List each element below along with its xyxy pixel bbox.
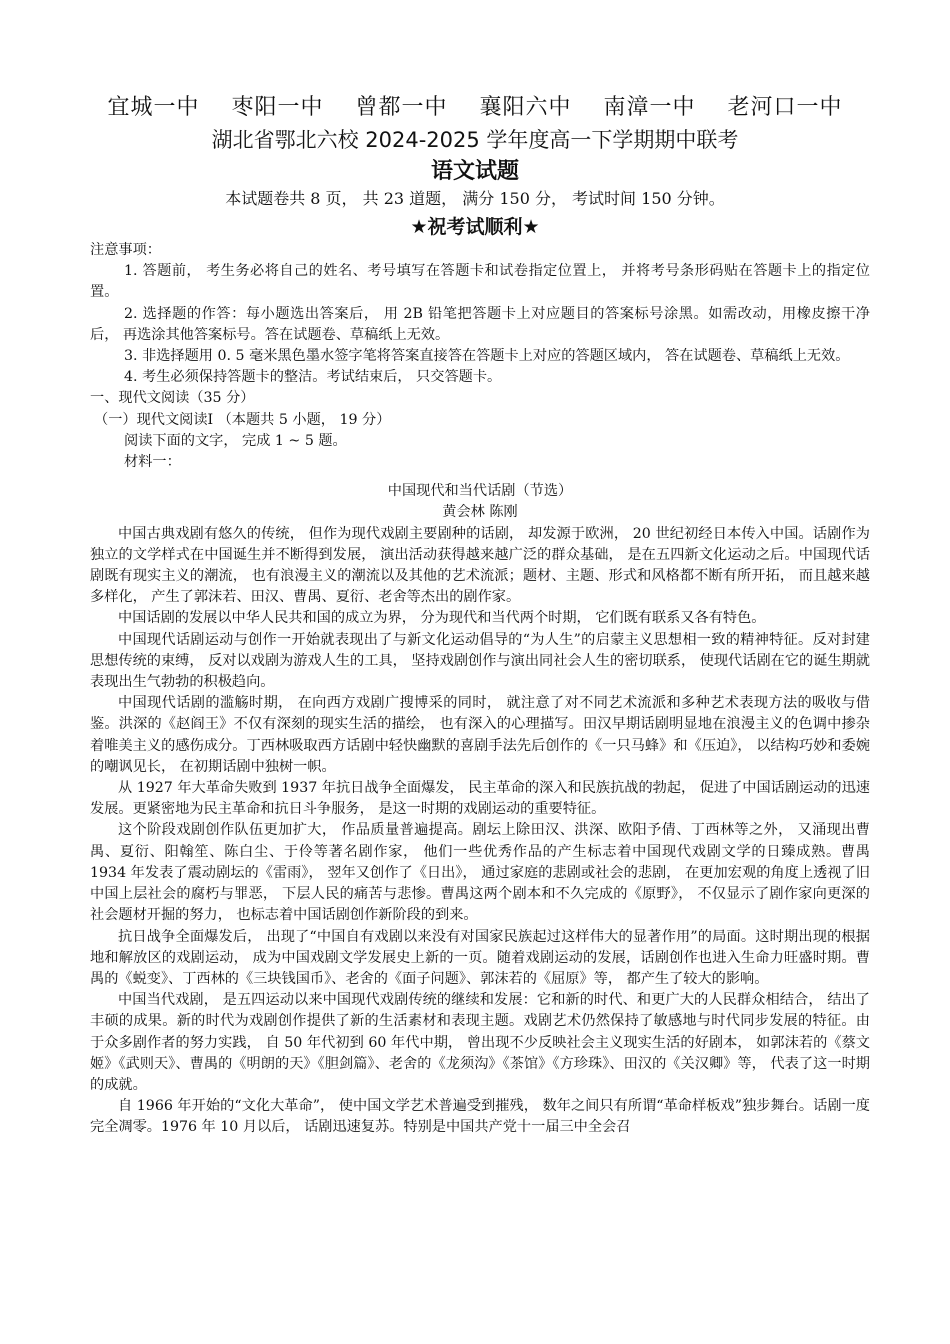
- subsection-heading: （一）现代文阅读Ⅰ （本题共 5 小题， 19 分）: [94, 411, 391, 428]
- instruction: 阅读下面的文字， 完成 1 ~ 5 题。: [124, 432, 347, 449]
- school-list: [0, 90, 950, 121]
- good-luck-banner: ★祝考试顺利★: [410, 216, 540, 238]
- school-name: 南漳一中: [603, 95, 696, 120]
- article-paragraph: 自 1966 年开始的“文化大革命”， 使中国文学艺术普遍受到摧残， 数年之间只有所谓“革命样板戏”独步舞台。话剧一度完全凋零。1976 年 10 月以后， 话剧迅速复苏。特别是中国共产党十一届三中全会召: [90, 1098, 870, 1136]
- notes-heading: 注意事项：: [90, 242, 161, 258]
- school-name: 老河口一中: [727, 95, 843, 120]
- article-title: 中国现代和当代话剧（节选）: [387, 483, 573, 500]
- material-label: 材料一：: [124, 454, 181, 471]
- article-paragraph: 抗日战争全面爆发后， 出现了“中国自有戏剧以来没有对国家民族起过这样伟大的显著作用”的局面。这时期出现的根据地和解放区的戏剧运动， 成为中国戏剧文学发展史上新的一页。随着戏剧运动的发展，话剧创作也进入生命力旺盛时期。曹禺的《蜕变》、丁西林的《三块钱国币》、老舍的《面子问题》、郭沫若的《屈原》等， 都产生了较大的影响。: [90, 928, 870, 987]
- exam-title: 湖北省鄂北六校 2024-2025 学年度高一下学期期中联考: [211, 128, 739, 152]
- article-paragraph: 从 1927 年大革命失败到 1937 年抗日战争全面爆发， 民主革命的深入和民族抗战的勃起， 促进了中国话剧运动的迅速发展。更紧密地为民主革命和抗日斗争服务， 是这一时期的戏剧运动的重要特征。: [90, 780, 870, 818]
- subject-title: 语文试题: [430, 159, 519, 184]
- school-name: 宜城一中: [107, 95, 200, 120]
- article-paragraph: 中国当代戏剧， 是五四运动以来中国现代戏剧传统的继续和发展：它和新的时代、和更广大的人民群众相结合， 结出了丰硕的成果。新的时代为戏剧创作提供了新的生活素材和表现主题。戏剧艺术仍然保持了敏感地与时代同步发展的特征。由于众多剧作者的努力实践， 自 50 年代初到 60 年代中期， 曾出现不少反映社会主义现实生活的好剧本， 如郭沫若的《蔡文姬》《武则天》、曹禺的《明朗的天》《胆剑篇》、老舍的《龙须沟》《茶馆》《方珍珠》、田汉的《关汉卿》等， 代表了这一时期的成就。: [90, 992, 870, 1093]
- article-authors: 黄会林 陈刚: [442, 504, 518, 521]
- article-paragraph: 中国现代话剧运动与创作一开始就表现出了与新文化运动倡导的“为人生”的启蒙主义思想相一致的精神特征。反对封建思想传统的束缚， 反对以戏剧为游戏人生的工具， 坚持戏剧创作与演出同社会人生的密切联系， 使现代话剧在它的诞生期就表现出生气勃勃的积极趋向。: [90, 631, 870, 691]
- section-heading: 一、现代文阅读（35 分）: [90, 390, 255, 407]
- note-item: 3. 非选择题用 0. 5 毫米黑色墨水签字笔将答案直接答在答题卡上对应的答题区域内， 答在试题卷、草稿纸上无效。: [124, 348, 850, 365]
- school-name: 枣阳一中: [231, 95, 324, 120]
- note-item: 4. 考生必须保持答题卡的整洁。考试结束后， 只交答题卡。: [124, 369, 502, 386]
- school-name: 襄阳六中: [479, 95, 572, 120]
- school-name: 曾都一中: [355, 95, 448, 120]
- article-paragraph: 中国古典戏剧有悠久的传统， 但作为现代戏剧主要剧种的话剧， 却发源于欧洲， 20 世纪初经日本传入中国。话剧作为独立的文学样式在中国诞生并不断得到发展， 演出活动获得越来越广泛的群众基础， 是在五四新文化运动之后。中国现代话剧既有现实主义的潮流， 也有浪漫主义的潮流以及其他的艺术流派；题材、主题、形式和风格都不断有所开拓， 而且越来越多样化， 产生了郭沫若、田汉、曹禺、夏衍、老舍等杰出的剧作家。: [90, 525, 870, 606]
- exam-info: 本试题卷共 8 页， 共 23 道题， 满分 150 分， 考试时间 150 分钟。: [225, 189, 725, 208]
- article-paragraph: 中国现代话剧的滥觞时期， 在向西方戏剧广搜博采的同时， 就注意了对不同艺术流派和多种艺术表现方法的吸收与借鉴。洪深的《赵阎王》不仅有深刻的现实生活的描绘， 也有深入的心理描写。田汉早期话剧明显地在浪漫主义的色调中掺杂着唯美主义的感伤成分。丁西林吸取西方话剧中轻快幽默的喜剧手法先后创作的《一只马蜂》和《压迫》， 以结构巧妙和委婉的嘲讽见长， 在初期话剧中独树一帜。: [90, 695, 870, 775]
- note-item: 1. 答题前， 考生务必将自己的姓名、考号填写在答题卡和试卷指定位置上， 并将考号条形码贴在答题卡上的指定位置。: [90, 263, 870, 301]
- article-paragraph: 中国话剧的发展以中华人民共和国的成立为界， 分为现代和当代两个时期， 它们既有联系又各有特色。: [118, 610, 766, 627]
- article-paragraph: 这个阶段戏剧创作队伍更加扩大， 作品质量普遍提高。剧坛上除田汉、洪深、欧阳予倩、丁西林等之外， 又涌现出曹禺、夏衍、阳翰笙、陈白尘、于伶等著名剧作家， 他们一些优秀作品的产生标志着中国现代戏剧文学的日臻成熟。曹禺 1934 年发表了震动剧坛的《雷雨》， 翌年又创作了《日出》， 通过家庭的悲剧或社会的悲剧， 在更加宏观的角度上透视了旧中国上层社会的腐朽与罪恶， 下层人民的痛苦与悲惨。曹禺这两个剧本和不久完成的《原野》， 不仅显示了剧作家向更深的社会题材开掘的努力， 也标志着中国话剧创作新阶段的到来。: [90, 822, 870, 924]
- exam-body: [90, 240, 870, 1139]
- note-item: 2. 选择题的作答：每小题选出答案后， 用 2B 铅笔把答题卡上对应题目的答案标号涂黑。如需改动，用橡皮擦干净后， 再选涂其他答案标号。答在试题卷、草稿纸上无效。: [90, 305, 870, 343]
